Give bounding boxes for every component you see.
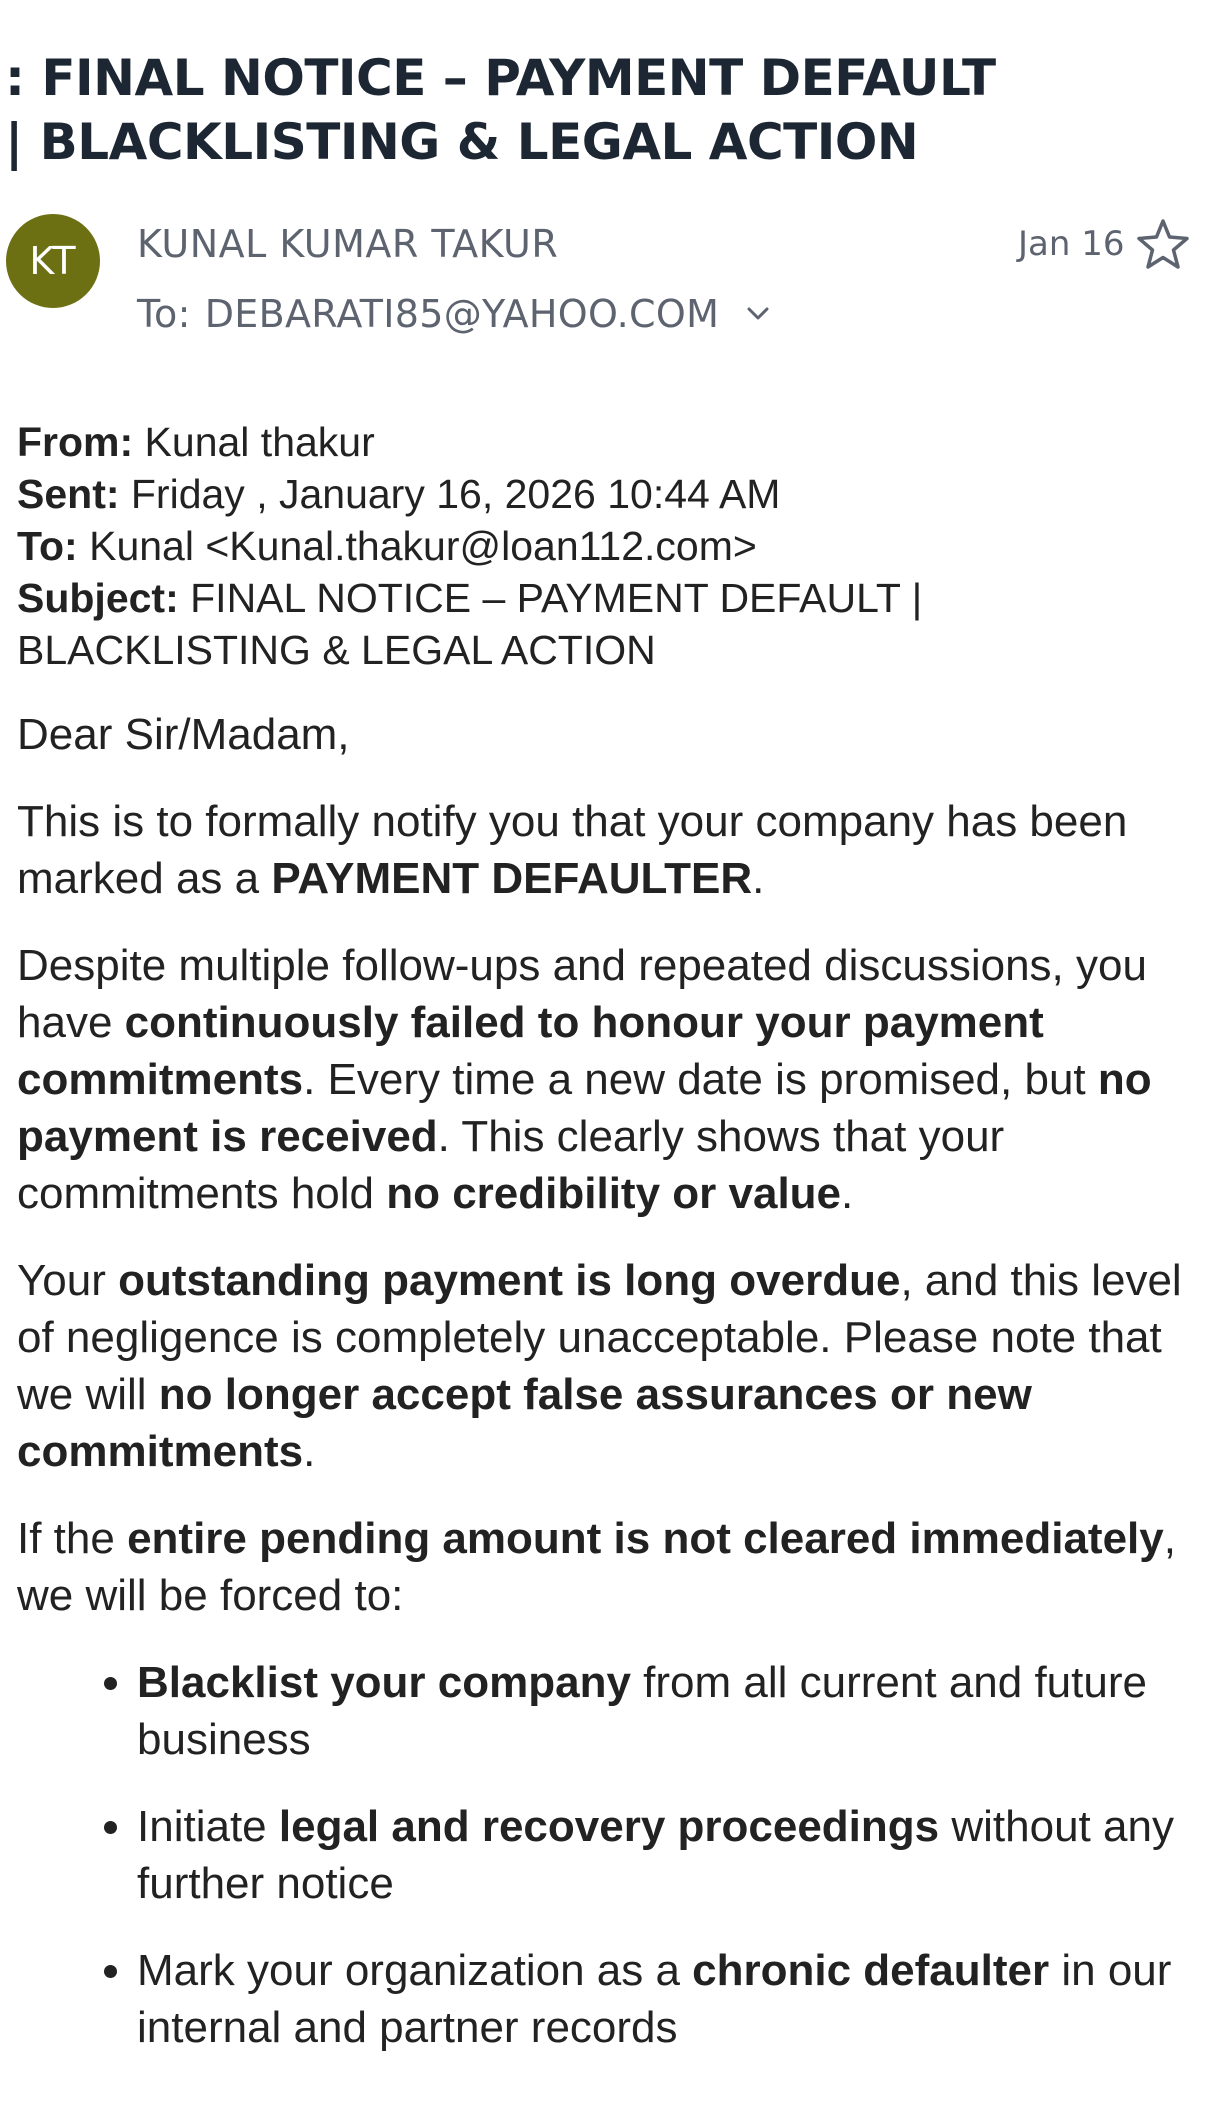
- emphasis-text: no credibility or value: [386, 1169, 842, 1218]
- to-value: Kunal <Kunal.thakur@loan112.com>: [77, 523, 757, 569]
- sender-name[interactable]: KUNAL KUMAR TAKUR: [137, 222, 559, 266]
- greeting: Dear Sir/Madam,: [17, 710, 350, 759]
- sent-label: Sent:: [17, 471, 120, 517]
- email-date: Jan 16: [1018, 224, 1125, 264]
- sender-avatar[interactable]: KT: [6, 214, 100, 308]
- subject-label: Subject:: [17, 575, 179, 621]
- body-text: Initiate: [137, 1802, 279, 1851]
- emphasis-text: no payment is received: [17, 1055, 1152, 1161]
- emphasis-text: entire pending amount is not cleared immediately: [127, 1514, 1164, 1563]
- emphasis-text: outstanding payment is long overdue: [118, 1256, 901, 1305]
- emphasis-text: no longer accept false assurances or new commitments: [17, 1370, 1032, 1476]
- paragraph-overdue: [17, 1252, 1197, 1480]
- emphasis-text: PAYMENT DEFAULTER: [271, 854, 753, 903]
- recipient-row[interactable]: [137, 292, 771, 336]
- from-value: Kunal thakur: [133, 419, 375, 465]
- body-text: without any further notice: [137, 1802, 1174, 1908]
- star-icon[interactable]: [1134, 216, 1192, 274]
- body-text: Your: [17, 1256, 119, 1305]
- body-text: .: [841, 1169, 854, 1218]
- body-text: .: [303, 1427, 316, 1476]
- forwarded-from: [17, 416, 1197, 468]
- list-item: [137, 1942, 1197, 2056]
- body-text: .: [752, 854, 765, 903]
- paragraph-consequences: [17, 1510, 1197, 1624]
- emphasis-text: chronic defaulter: [692, 1946, 1050, 1995]
- forwarded-headers: [17, 416, 1197, 676]
- body-text: in our internal and partner records: [137, 1946, 1172, 2052]
- body-text: . Every time a new date is promised, but: [303, 1055, 1098, 1104]
- list-item: [137, 1798, 1197, 1912]
- body-text: . This clearly shows that your commitments hold: [17, 1112, 1005, 1218]
- paragraph-failed-commitments: [17, 937, 1197, 1222]
- to-label: To:: [137, 292, 191, 336]
- body-text: Mark your organization as a: [137, 1946, 693, 1995]
- body-text: , and this level of negligence is completely unacceptable. Please note that we will: [17, 1256, 1182, 1419]
- email-body: [17, 416, 1197, 2086]
- subject-value: FINAL NOTICE – PAYMENT DEFAULT | BLACKLISTING & LEGAL ACTION: [17, 575, 923, 673]
- emphasis-text: continuously failed to honour your payment commitments: [17, 998, 1044, 1104]
- body-text: Despite multiple follow-ups and repeated discussions, you have: [17, 941, 1147, 1047]
- body-text: If the: [17, 1514, 128, 1563]
- email-subject: : FINAL NOTICE – PAYMENT DEFAULT | BLACKLISTING & LEGAL ACTION: [5, 49, 996, 171]
- body-text: This is to formally notify you that your company has been marked as a: [17, 797, 1128, 903]
- paragraph-default-notice: [17, 793, 1197, 907]
- forwarded-sent: [17, 468, 1197, 520]
- forwarded-to: [17, 520, 1197, 572]
- forwarded-subject: [17, 572, 1197, 676]
- consequences-list: [17, 1654, 1197, 2056]
- body-text: , we will be forced to:: [17, 1514, 1176, 1620]
- recipient-address: DEBARATI85@YAHOO.COM: [204, 292, 720, 336]
- from-label: From:: [17, 419, 134, 465]
- sent-value: Friday , January 16, 2026 10:44 AM: [119, 471, 781, 517]
- list-item: [137, 1654, 1197, 1768]
- body-text: from all current and future business: [137, 1658, 1147, 1764]
- chevron-down-icon[interactable]: [745, 301, 771, 327]
- emphasis-text: legal and recovery proceedings: [278, 1802, 940, 1851]
- emphasis-text: Blacklist your company: [137, 1658, 631, 1707]
- to-label: To:: [17, 523, 78, 569]
